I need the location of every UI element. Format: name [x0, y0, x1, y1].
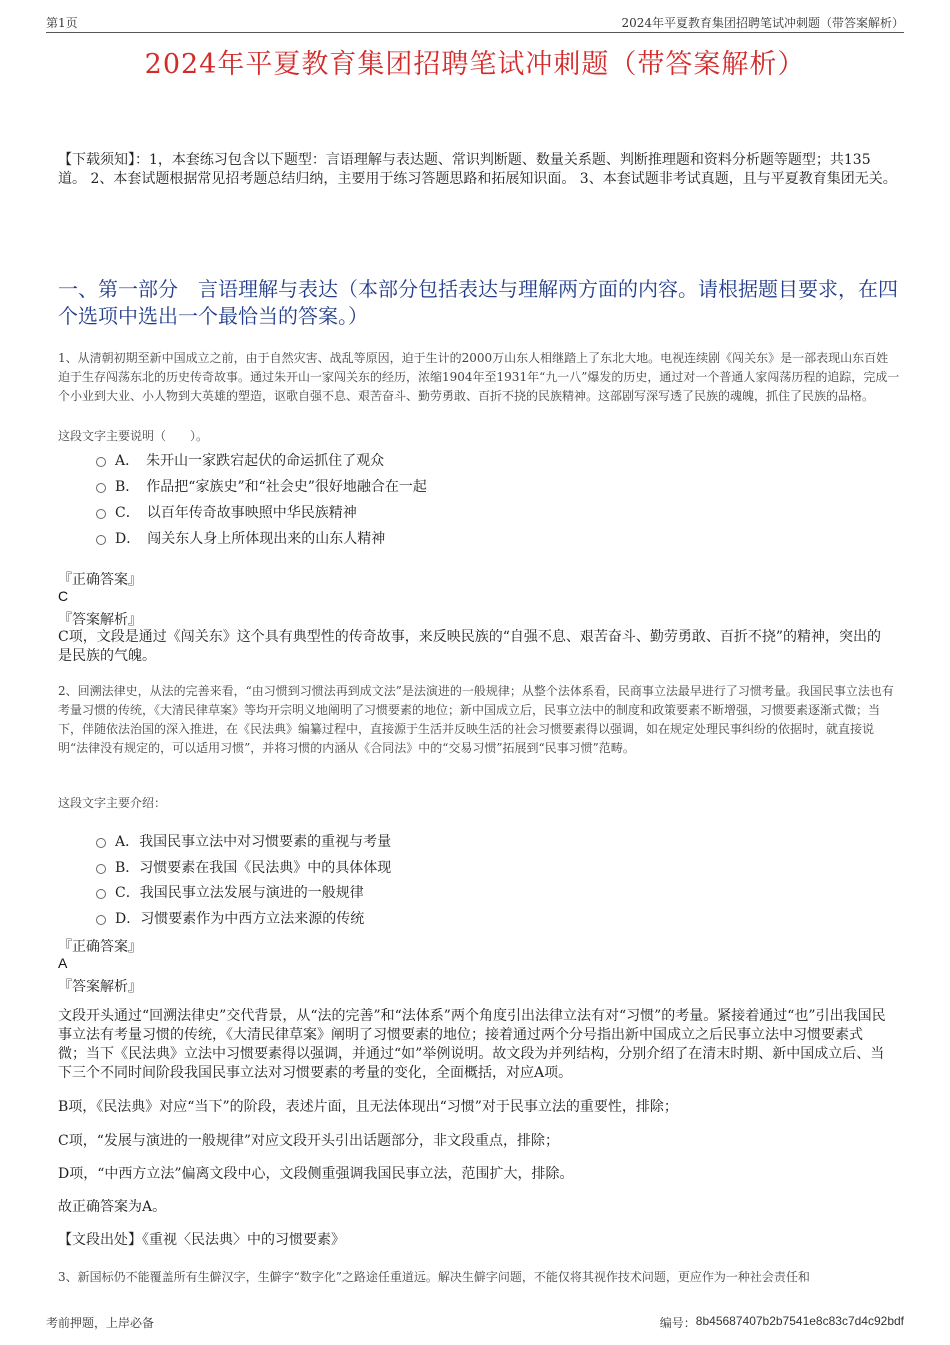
- q2-option-c-label: C．我国民事立法发展与演进的一般规律: [115, 885, 364, 901]
- q1-option-d-label: D． 闯关东人身上所体现出来的山东人精神: [115, 531, 386, 547]
- q1-question: 这段文字主要说明（ ）。: [58, 429, 209, 443]
- download-notice: 【下载须知】：1，本套练习包含以下题型：言语理解与表达题、常识判断题、数量关系题、判断推理题和资料分析题等题型；共135道。 2、本套试题根据常见招考题总结归纳，主要用于练习答题思路和拓展知识面。 3、本套试题非考试真题，且与平夏教育集团无关。: [58, 152, 897, 187]
- footer-code: [660, 1314, 904, 1331]
- q1-option-b[interactable]: [96, 476, 427, 496]
- q1-option-d[interactable]: [96, 528, 385, 548]
- document-title: 2024年平夏教育集团招聘笔试冲刺题（带答案解析）: [144, 49, 806, 80]
- q2-answer-label: 『正确答案』: [58, 939, 142, 955]
- radio-icon[interactable]: [96, 864, 106, 874]
- page-number: 第1页: [46, 16, 78, 30]
- radio-icon[interactable]: [96, 509, 106, 519]
- radio-icon[interactable]: [96, 889, 106, 899]
- q2-analysis-option-d: D项，“中西方立法”偏离文段中心，文段侧重强调我国民事立法，范围扩大，排除。: [58, 1166, 574, 1182]
- header-divider: [46, 32, 904, 33]
- q2-analysis-option-b: B项，《民法典》对应“当下”的阶段，表述片面，且无法体现出“习惯”对于民事立法的重要性，排除；: [58, 1099, 678, 1115]
- q1-option-a[interactable]: [96, 450, 384, 470]
- q1-option-c[interactable]: [96, 502, 357, 522]
- q2-analysis-option-c: C项，“发展与演进的一般规律”对应文段开头引出话题部分，非文段重点，排除；: [58, 1133, 560, 1149]
- q2-correct-answer: 故正确答案为A。: [58, 1199, 167, 1215]
- q1-analysis: C项，文段是通过《闯关东》这个具有典型性的传奇故事，来反映民族的“自强不息、艰苦奋斗、勤劳勇敢、百折不挠”的精神，突出的是民族的气魄。: [58, 629, 882, 664]
- radio-icon[interactable]: [96, 838, 106, 848]
- q2-option-b-label: B．习惯要素在我国《民法典》中的具体体现: [115, 860, 392, 876]
- footer-code-value: 8b45687407b2b7541e8c83c7d4c92bdf: [695, 1314, 904, 1328]
- q2-analysis-main: 文段开头通过“回溯法律史”交代背景，从“法的完善”和“法体系”两个角度引出法律立法有对“习惯”的考量。紧接着通过“也”引出我国民事立法有考量习惯的传统，《大清民律草案》阐明了习惯要素的地位；接着通过两个分号指出新中国成立之后民事立法中习惯要素式微；当下《民法典》立法中习惯要素得以强调，并通过“如”举例说明。故文段为并列结构，分别介绍了在清末时期、新中国成立后、当下三个不同时间阶段我国民事立法对习惯要素的考量的变化，全面概括，对应A项。: [58, 1008, 886, 1081]
- footer-code-label: 编号：: [659, 1316, 696, 1330]
- q1-option-c-label: C． 以百年传奇故事映照中华民族精神: [115, 505, 357, 521]
- q2-option-d[interactable]: [96, 908, 364, 928]
- q2-option-c[interactable]: [96, 882, 364, 902]
- q2-analysis-label: 『答案解析』: [58, 979, 142, 995]
- q2-stem: 2、回溯法律史，从法的完善来看，“由习惯到习惯法再到成文法”是法演进的一般规律；从整个法体系看，民商事立法最早进行了习惯考量。我国民事立法也有考量习惯的传统，《大清民律草案》等均开宗明义地阐明了习惯要素的地位；新中国成立后，民事立法中的制度和政策要素不断增强，习惯要素逐渐式微；当下，伴随依法治国的深入推进，在《民法典》编纂过程中，直接源于生活并反映生活的社会习惯要素得以强调，如在规定处理民事纠纷的依据时，就直接说明“法律没有规定的，可以适用习惯”，并将习惯的内涵从《合同法》中的“交易习惯”拓展到“民事习惯”范畴。: [58, 684, 894, 755]
- q1-answer: C: [58, 588, 69, 604]
- q1-answer-label: 『正确答案』: [58, 572, 142, 588]
- section-heading: 一、第一部分 言语理解与表达（本部分包括表达与理解两方面的内容。请根据题目要求，在四个选项中选出一个最恰当的答案。）: [58, 277, 898, 328]
- q2-answer: A: [58, 955, 68, 971]
- q2-option-a-label: A．我国民事立法中对习惯要素的重视与考量: [115, 834, 392, 850]
- q2-question: 这段文字主要介绍：: [58, 796, 167, 810]
- footer-slogan: 考前押题，上岸必备: [46, 1316, 155, 1330]
- q2-option-b[interactable]: [96, 857, 391, 877]
- radio-icon[interactable]: [96, 915, 106, 925]
- q2-option-a[interactable]: [96, 831, 391, 851]
- q2-source: 【文段出处】《重视〈民法典〉中的习惯要素》: [58, 1232, 345, 1248]
- q1-analysis-label: 『答案解析』: [58, 612, 142, 628]
- q1-stem: 1、从清朝初期至新中国成立之前，由于自然灾害、战乱等原因，迫于生计的2000万山东人相继踏上了东北大地。电视连续剧《闯关东》是一部表现山东百姓迫于生存闯荡东北的历史传奇故事。通过朱开山一家闯关东的经历，浓缩1904年至1931年“九一八”爆发的历史，通过对一个普通人家闯荡历程的追踪，完成一个小业到大业、小人物到大英雄的塑造，讴歌自强不息、艰苦奋斗、勤劳勇敢、百折不挠的民族精神。这部剧写深写透了民族的魂魄，抓住了民族的品格。: [58, 351, 900, 403]
- q3-stem: 3、新国标仍不能覆盖所有生僻汉字，生僻字“数字化”之路途任重道远。解决生僻字问题，不能仅将其视作技术问题，更应作为一种社会责任和: [58, 1270, 810, 1284]
- q1-option-a-label: A． 朱开山一家跌宕起伏的命运抓住了观众: [115, 453, 385, 469]
- q1-option-b-label: B． 作品把“家族史”和“社会史”很好地融合在一起: [115, 479, 427, 495]
- running-header-title: 2024年平夏教育集团招聘笔试冲刺题（带答案解析）: [621, 16, 904, 30]
- q2-option-d-label: D．习惯要素作为中西方立法来源的传统: [115, 911, 365, 927]
- radio-icon[interactable]: [96, 535, 106, 545]
- radio-icon[interactable]: [96, 483, 106, 493]
- radio-icon[interactable]: [96, 457, 106, 467]
